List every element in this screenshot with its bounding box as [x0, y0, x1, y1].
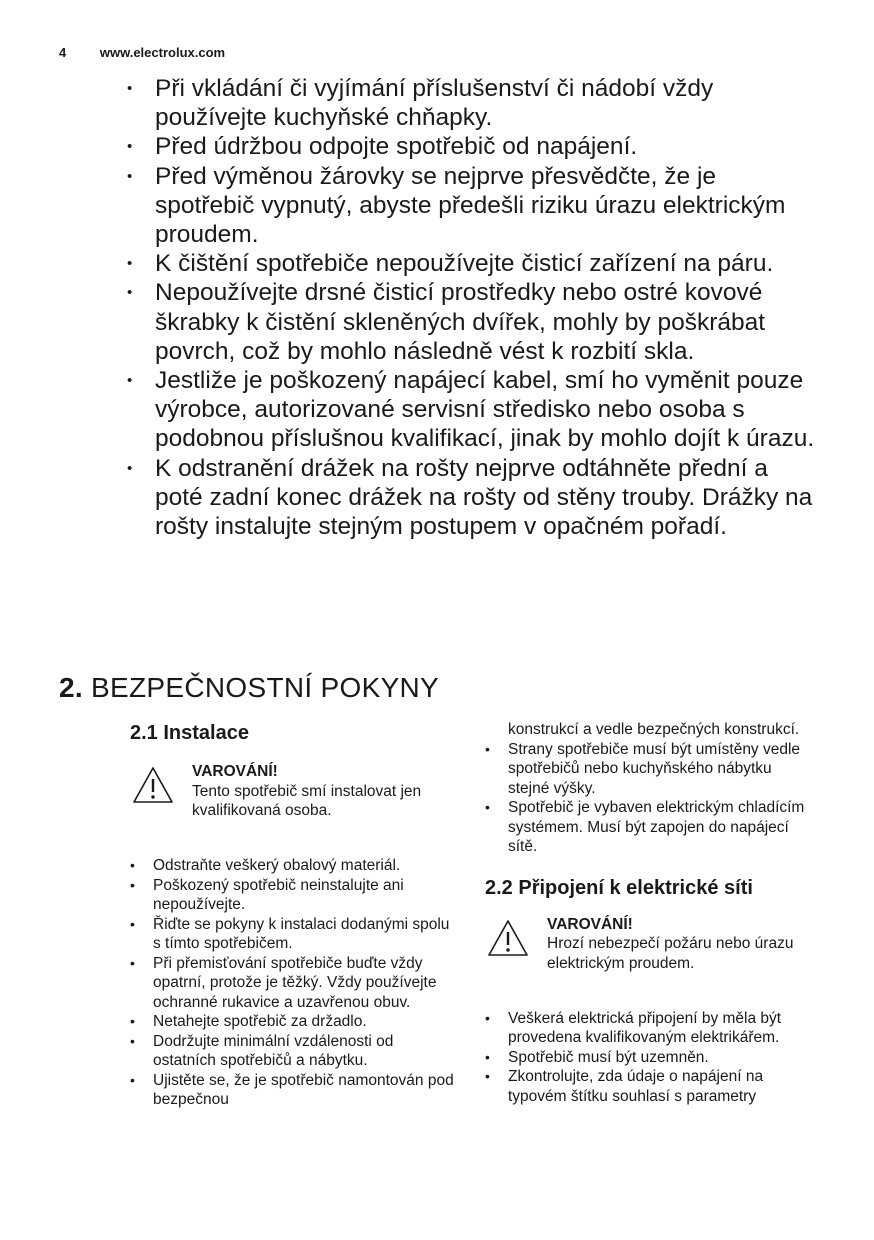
list-item: • Spotřebič je vybaven elektrickým chladícím systémem. Musí být zapojen do napájecí sítě.: [485, 798, 815, 857]
list-item: • Zkontrolujte, zda údaje o napájení na typovém štítku souhlasí s parametry: [485, 1067, 815, 1106]
left-column: [130, 720, 460, 1110]
installation-list: [130, 856, 460, 1110]
warning-text: Hrozí nebezpečí požáru nebo úrazu elektrickým proudem.: [547, 935, 794, 972]
subsection-title: Připojení k elektrické síti: [518, 876, 753, 899]
section-number: 2.: [59, 672, 83, 703]
page-header: [59, 45, 225, 60]
warning-text-block: [547, 915, 815, 974]
electrical-list: [485, 1009, 815, 1107]
list-item: • Netahejte spotřebič za držadlo.: [130, 1012, 460, 1032]
section-heading: [59, 672, 439, 704]
warning-title: VAROVÁNÍ!: [192, 763, 278, 780]
list-item: • Strany spotřebiče musí být umístěny vedle spotřebičů nebo kuchyňského nábytku stejné výšky.: [485, 740, 815, 799]
intro-list-item: • Před výměnou žárovky se nejprve přesvědčte, že je spotřebič vypnutý, abyste předešli riziku úrazu elektrickým proudem.: [127, 162, 817, 250]
warning-text: Tento spotřebič smí instalovat jen kvalifikovaná osoba.: [192, 782, 422, 819]
subsection-heading-electrical: [485, 875, 815, 901]
warning-box: [485, 913, 815, 991]
header-url[interactable]: www.electrolux.com: [99, 45, 226, 60]
list-item: • Poškozený spotřebič neinstalujte ani nepoužívejte.: [130, 876, 460, 915]
list-item: • Dodržujte minimální vzdálenosti od ostatních spotřebičů a nábytku.: [130, 1032, 460, 1071]
intro-list-item: • K čištění spotřebiče nepoužívejte čisticí zařízení na páru.: [127, 249, 817, 278]
subsection-number: 2.2: [485, 876, 513, 899]
subsection-heading-installation: [130, 720, 460, 746]
subsection-number: 2.1: [130, 722, 158, 744]
intro-list-item: • Při vkládání či vyjímání příslušenství či nádobí vždy používejte kuchyňské chňapky.: [127, 74, 817, 132]
section-title: BEZPEČNOSTNÍ POKYNY: [91, 672, 440, 703]
intro-bullet-list: [127, 74, 817, 541]
intro-list-item: • Jestliže je poškozený napájecí kabel, smí ho vyměnit pouze výrobce, autorizované servisní středisko nebo osoba s podobnou příslušnou kvalifikací, jinak by mohlo dojít k úrazu.: [127, 366, 817, 454]
list-item: • Ujistěte se, že je spotřebič namontován pod bezpečnou: [130, 1071, 460, 1110]
intro-list-item: • Nepoužívejte drsné čisticí prostředky nebo ostré kovové škrabky k čistění skleněných dvířek, mohly by poškrábat povrch, což by mohlo následně vést k rozbití skla.: [127, 278, 817, 366]
list-item: • Odstraňte veškerý obalový materiál.: [130, 856, 460, 876]
installation-list-continued: [485, 740, 815, 857]
warning-triangle-icon: [487, 919, 529, 957]
intro-list-item: • K odstranění drážek na rošty nejprve odtáhněte přední a poté zadní konec drážek na rošty od stěny trouby. Drážky na rošty instalujte stejným postupem v opačném pořadí.: [127, 454, 817, 542]
warning-triangle-icon: [132, 766, 174, 804]
list-item: • Veškerá elektrická připojení by měla být provedena kvalifikovaným elektrikářem.: [485, 1009, 815, 1048]
continuation-text: konstrukcí a vedle bezpečných konstrukcí.: [508, 721, 800, 738]
right-column: [485, 720, 815, 1106]
list-item: • Při přemisťování spotřebiče buďte vždy opatrní, protože je těžký. Vždy používejte ochranné rukavice a uzavřenou obuv.: [130, 954, 460, 1013]
warning-text-block: [192, 762, 460, 821]
list-item: • Řiďte se pokyny k instalaci dodanými spolu s tímto spotřebičem.: [130, 915, 460, 954]
warning-box: [130, 760, 460, 838]
list-item: • Spotřebič musí být uzemněn.: [485, 1048, 815, 1068]
page-number: 4: [59, 45, 67, 60]
warning-title: VAROVÁNÍ!: [547, 915, 633, 933]
intro-list-item: • Před údržbou odpojte spotřebič od napájení.: [127, 132, 817, 161]
subsection-title: Instalace: [163, 722, 249, 744]
